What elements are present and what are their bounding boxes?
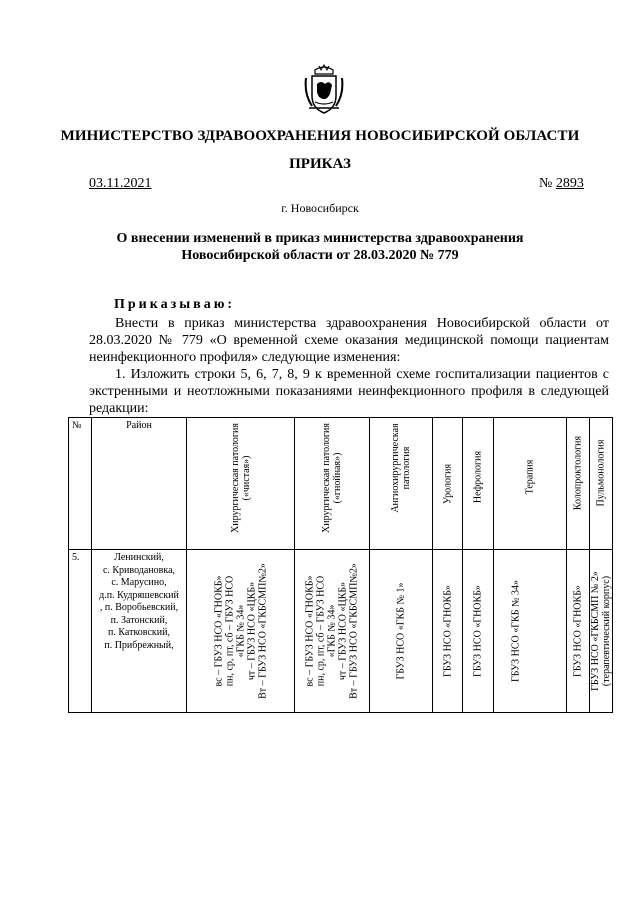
coat-of-arms-emblem [303,64,345,116]
district-list [92,550,186,652]
surg-purulent-line: пн, ср, пт, сб – ГБУЗ НСО [315,575,327,687]
header-angio-text [390,423,412,512]
district-line: с. Криводановка, [102,564,176,576]
header-surg-clean-text [230,423,252,533]
subject-line-1: О внесении изменений в приказ министерства здравоохранения [116,231,524,246]
table-header-row [69,418,613,550]
city: г. Новосибирск [281,201,359,215]
row-district [92,550,187,713]
surg-clean-line: «ГКБ № 34» [235,604,246,658]
prikazyvayu-heading: Приказываю: [114,297,236,312]
row-urology [433,550,463,713]
row-urology-text: ГБУЗ НСО «ГНОКБ» [442,585,453,677]
row-coloproct [567,550,590,713]
header-nephrology-text: Нефрология [472,450,484,504]
header-surg-purulent-line2: («гнойная») [332,452,343,504]
surg-clean-line: Вт – ГБУЗ НСО «ГКБСМП№2» [257,563,268,699]
header-surg-purulent-line1: Хирургическая патология [321,423,332,534]
header-surg-clean [187,418,295,550]
header-coloproct-text: Колопроктология [572,435,584,511]
row-num-text: 5. [72,552,80,563]
row-surg-purulent-text [305,563,360,699]
header-urology-text: Урология [442,463,453,504]
header-angio [370,418,433,550]
surg-purulent-line: «ГКБ № 34» [326,604,338,658]
ministry-title: МИНИСТЕРСТВО ЗДРАВООХРАНЕНИЯ НОВОСИБИРСКОЙ ОБЛАСТИ [60,128,580,144]
header-num [69,418,92,550]
header-coloproct [567,418,590,550]
surg-purulent-line: вс – ГБУЗ НСО «ГНОКБ» [304,575,316,687]
row-angio-text: ГБУЗ НСО «ГКБ № 1» [395,582,407,680]
header-therapy [494,418,567,550]
header-surg-purulent [295,418,370,550]
header-nephrology [463,418,494,550]
pulmo-line-2: (терапевтический корпус) [601,575,612,687]
header-surg-purulent-text [321,423,343,533]
row-therapy [494,550,567,713]
surg-clean-line: пн, ср, пт, сб – ГБУЗ НСО [224,575,235,687]
header-angio-line1: Ангиохирургическая [390,423,401,513]
surg-clean-line: чт – ГБУЗ НСО «ЦКБ» [246,581,257,681]
row-therapy-text: ГБУЗ НСО «ГКБ № 34» [510,580,522,682]
header-surg-clean-line1: Хирургическая патология [229,423,241,534]
header-district [92,418,187,550]
district-line: с. Марусино, [111,577,167,588]
pulmo-line-1: ГБУЗ НСО «ГКБСМП № 2» [590,571,601,691]
paragraph-2: 1. Изложить строки 5, 6, 7, 8, 9 к временной схеме госпитализации пациентов с экстренными и неотложными показаниями неинфекционного профиля в следующей редакции: [89,367,609,416]
row-num [69,550,92,713]
header-angio-line2: патология [401,446,412,490]
surg-purulent-line: чт – ГБУЗ НСО «ЦКБ» [337,581,349,681]
district-line: п. Прибрежный, [104,639,174,651]
header-therapy-text: Терапия [524,459,536,495]
header-district-text: Район [126,420,152,431]
surg-purulent-line: Вт – ГБУЗ НСО «ГКБСМП№2» [348,563,360,699]
number-prefix: № [539,176,556,191]
district-line: Ленинский, [114,552,164,563]
district-line: п. Катковский, [108,627,170,638]
table-row [69,550,613,713]
order-date: 03.11.2021 [89,176,152,191]
order-subject [0,230,640,264]
hospitalization-table [68,417,613,713]
district-line: , п. Воробьевский, [99,602,179,613]
row-surg-clean [187,550,295,713]
row-nephrology-text: ГБУЗ НСО «ГНОКБ» [472,585,484,677]
row-nephrology [463,550,494,713]
subject-line-2: Новосибирской области от 28.03.2020 № 779 [181,248,459,263]
header-urology [433,418,463,550]
row-surg-clean-text [213,563,268,699]
row-pulmo [590,550,613,713]
row-surg-purulent [295,550,370,713]
district-line: д.п. Кудряшевский [99,589,179,601]
header-pulmo-text: Пульмонология [595,439,607,507]
paragraph-1: Внести в приказ министерства здравоохранения Новосибирской области от 28.03.2020 № 779 «О временной схеме оказания медицинской помощи пациентам неинфекционного профиля» следующие изменения: [89,316,609,365]
row-pulmo-text [590,571,612,691]
document-type: ПРИКАЗ [289,156,351,172]
header-num-text: № [72,420,82,431]
row-coloproct-text: ГБУЗ НСО «ГНОКБ» [572,585,584,677]
number-value: 2893 [555,176,584,191]
header-surg-clean-line2: («чистая») [240,455,252,501]
surg-clean-line: вс – ГБУЗ НСО «ГНОКБ» [213,575,224,687]
order-number [539,176,584,192]
header-pulmo [590,418,613,550]
district-line: п. Затонский, [110,614,168,626]
row-angio [370,550,433,713]
